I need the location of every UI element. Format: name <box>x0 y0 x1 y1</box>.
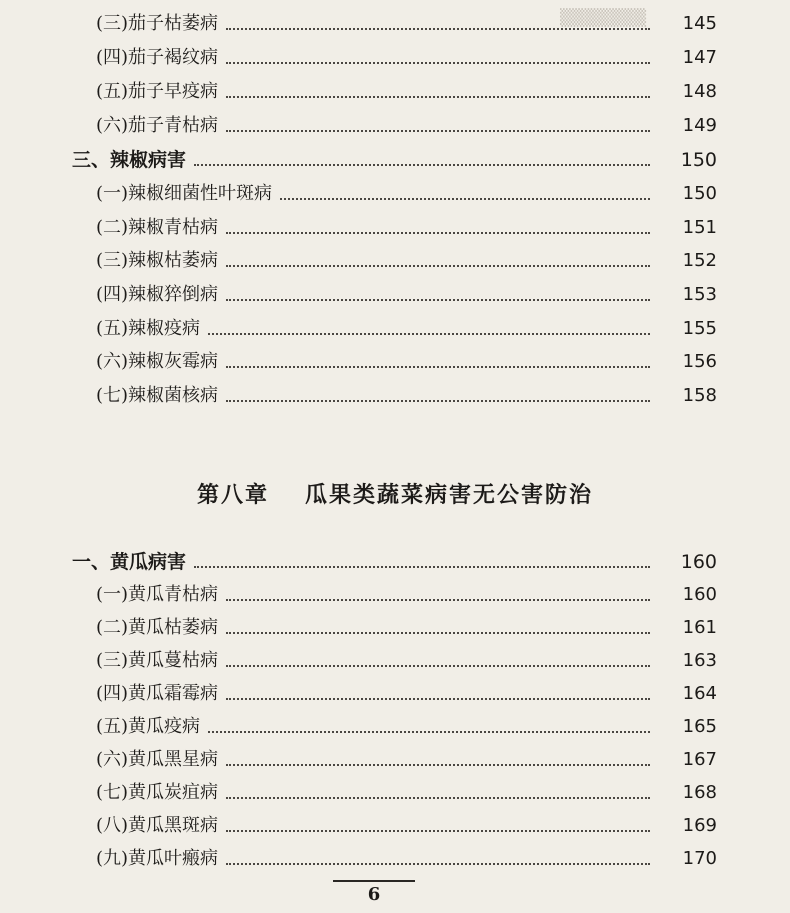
toc-entry[interactable] <box>0 676 790 706</box>
toc-entry[interactable] <box>0 74 790 104</box>
toc-entry-page: 161 <box>682 617 717 638</box>
toc-entry[interactable] <box>0 311 790 341</box>
leader-dots <box>226 632 650 634</box>
toc-entry-page: 164 <box>682 683 717 704</box>
leader-dots <box>208 333 650 335</box>
toc-entry[interactable] <box>0 6 790 36</box>
toc-entry[interactable] <box>0 344 790 374</box>
leader-dots <box>280 198 650 200</box>
toc-section-pepper[interactable] <box>0 142 790 172</box>
leader-dots <box>208 731 650 733</box>
toc-entry-page: 163 <box>682 650 717 671</box>
leader-dots <box>226 599 650 601</box>
toc-entry[interactable] <box>0 40 790 70</box>
page-number: 6 <box>333 880 415 913</box>
leader-dots <box>226 797 650 799</box>
toc-entry-label: (八)黄瓜黑斑病 <box>96 815 219 836</box>
toc-entry[interactable] <box>0 742 790 772</box>
leader-dots <box>226 366 650 368</box>
leader-dots <box>226 400 650 402</box>
bleed-through-text: ▒▒▒▒▒▒▒ <box>560 8 647 27</box>
toc-entry-page: 167 <box>682 749 717 770</box>
toc-entry-label: (九)黄瓜叶瘢病 <box>96 848 219 869</box>
toc-section-page: 150 <box>680 149 717 171</box>
leader-dots <box>226 265 650 267</box>
toc-entry-page: 147 <box>682 47 717 68</box>
leader-dots <box>226 764 650 766</box>
leader-dots <box>194 164 650 166</box>
toc-entry-label: (五)茄子早疫病 <box>96 81 219 102</box>
toc-entry[interactable] <box>0 841 790 871</box>
toc-entry-page: 165 <box>682 716 717 737</box>
toc-entry-label: (六)黄瓜黑星病 <box>96 749 219 770</box>
toc-entry-label: (五)辣椒疫病 <box>96 318 201 339</box>
toc-entry-page: 149 <box>682 115 717 136</box>
toc-entry-label: (四)辣椒猝倒病 <box>96 284 219 305</box>
toc-entry[interactable] <box>0 610 790 640</box>
toc-entry-page: 160 <box>682 584 717 605</box>
toc-entry[interactable] <box>0 210 790 240</box>
toc-entry-page: 152 <box>682 250 717 271</box>
toc-entry-page: 168 <box>682 782 717 803</box>
toc-entry-label: (二)黄瓜枯萎病 <box>96 617 219 638</box>
toc-entry-page: 150 <box>682 183 717 204</box>
leader-dots <box>226 96 650 98</box>
toc-entry[interactable] <box>0 108 790 138</box>
toc-entry-page: 156 <box>682 351 717 372</box>
toc-entry[interactable] <box>0 176 790 206</box>
toc-section-page: 160 <box>680 551 717 573</box>
toc-entry-page: 153 <box>682 284 717 305</box>
leader-dots <box>226 130 650 132</box>
leader-dots <box>226 665 650 667</box>
toc-entry-label: (一)辣椒细菌性叶斑病 <box>96 183 273 204</box>
leader-dots <box>226 698 650 700</box>
toc-entry-label: (七)黄瓜炭疽病 <box>96 782 219 803</box>
toc-entry[interactable] <box>0 378 790 408</box>
toc-section-label: 一、黄瓜病害 <box>72 551 187 573</box>
toc-entry-label: (三)黄瓜蔓枯病 <box>96 650 219 671</box>
toc-entry-label: (三)辣椒枯萎病 <box>96 250 219 271</box>
toc-entry[interactable] <box>0 243 790 273</box>
toc-entry-page: 145 <box>682 13 717 34</box>
toc-entry[interactable] <box>0 709 790 739</box>
toc-entry-label: (二)辣椒青枯病 <box>96 217 219 238</box>
chapter-title: 瓜果类蔬菜病害无公害防治 <box>305 482 594 508</box>
toc-entry-label: (七)辣椒菌核病 <box>96 385 219 406</box>
toc-entry-label: (四)茄子褐纹病 <box>96 47 219 68</box>
toc-entry-label: (六)茄子青枯病 <box>96 115 219 136</box>
leader-dots <box>194 566 650 568</box>
leader-dots <box>226 232 650 234</box>
toc-entry[interactable] <box>0 643 790 673</box>
toc-entry-label: (四)黄瓜霜霉病 <box>96 683 219 704</box>
toc-entry-page: 158 <box>682 385 717 406</box>
toc-entry[interactable] <box>0 808 790 838</box>
toc-entry-label: (六)辣椒灰霉病 <box>96 351 219 372</box>
toc-entry-label: (三)茄子枯萎病 <box>96 13 219 34</box>
toc-entry-label: (五)黄瓜疫病 <box>96 716 201 737</box>
leader-dots <box>226 863 650 865</box>
toc-entry-label: (一)黄瓜青枯病 <box>96 584 219 605</box>
leader-dots <box>226 299 650 301</box>
toc-entry[interactable] <box>0 775 790 805</box>
toc-entry-page: 151 <box>682 217 717 238</box>
toc-section-label: 三、辣椒病害 <box>72 149 187 171</box>
toc-entry-page: 155 <box>682 318 717 339</box>
leader-dots <box>226 830 650 832</box>
chapter-heading <box>0 478 790 509</box>
toc-entry-page: 169 <box>682 815 717 836</box>
toc-section-cucumber[interactable] <box>0 544 790 574</box>
toc-entry[interactable] <box>0 277 790 307</box>
leader-dots <box>226 62 650 64</box>
toc-entry-page: 170 <box>682 848 717 869</box>
toc-entry[interactable] <box>0 577 790 607</box>
chapter-number: 第八章 <box>196 482 269 508</box>
leader-dots <box>226 28 650 30</box>
toc-entry-page: 148 <box>682 81 717 102</box>
